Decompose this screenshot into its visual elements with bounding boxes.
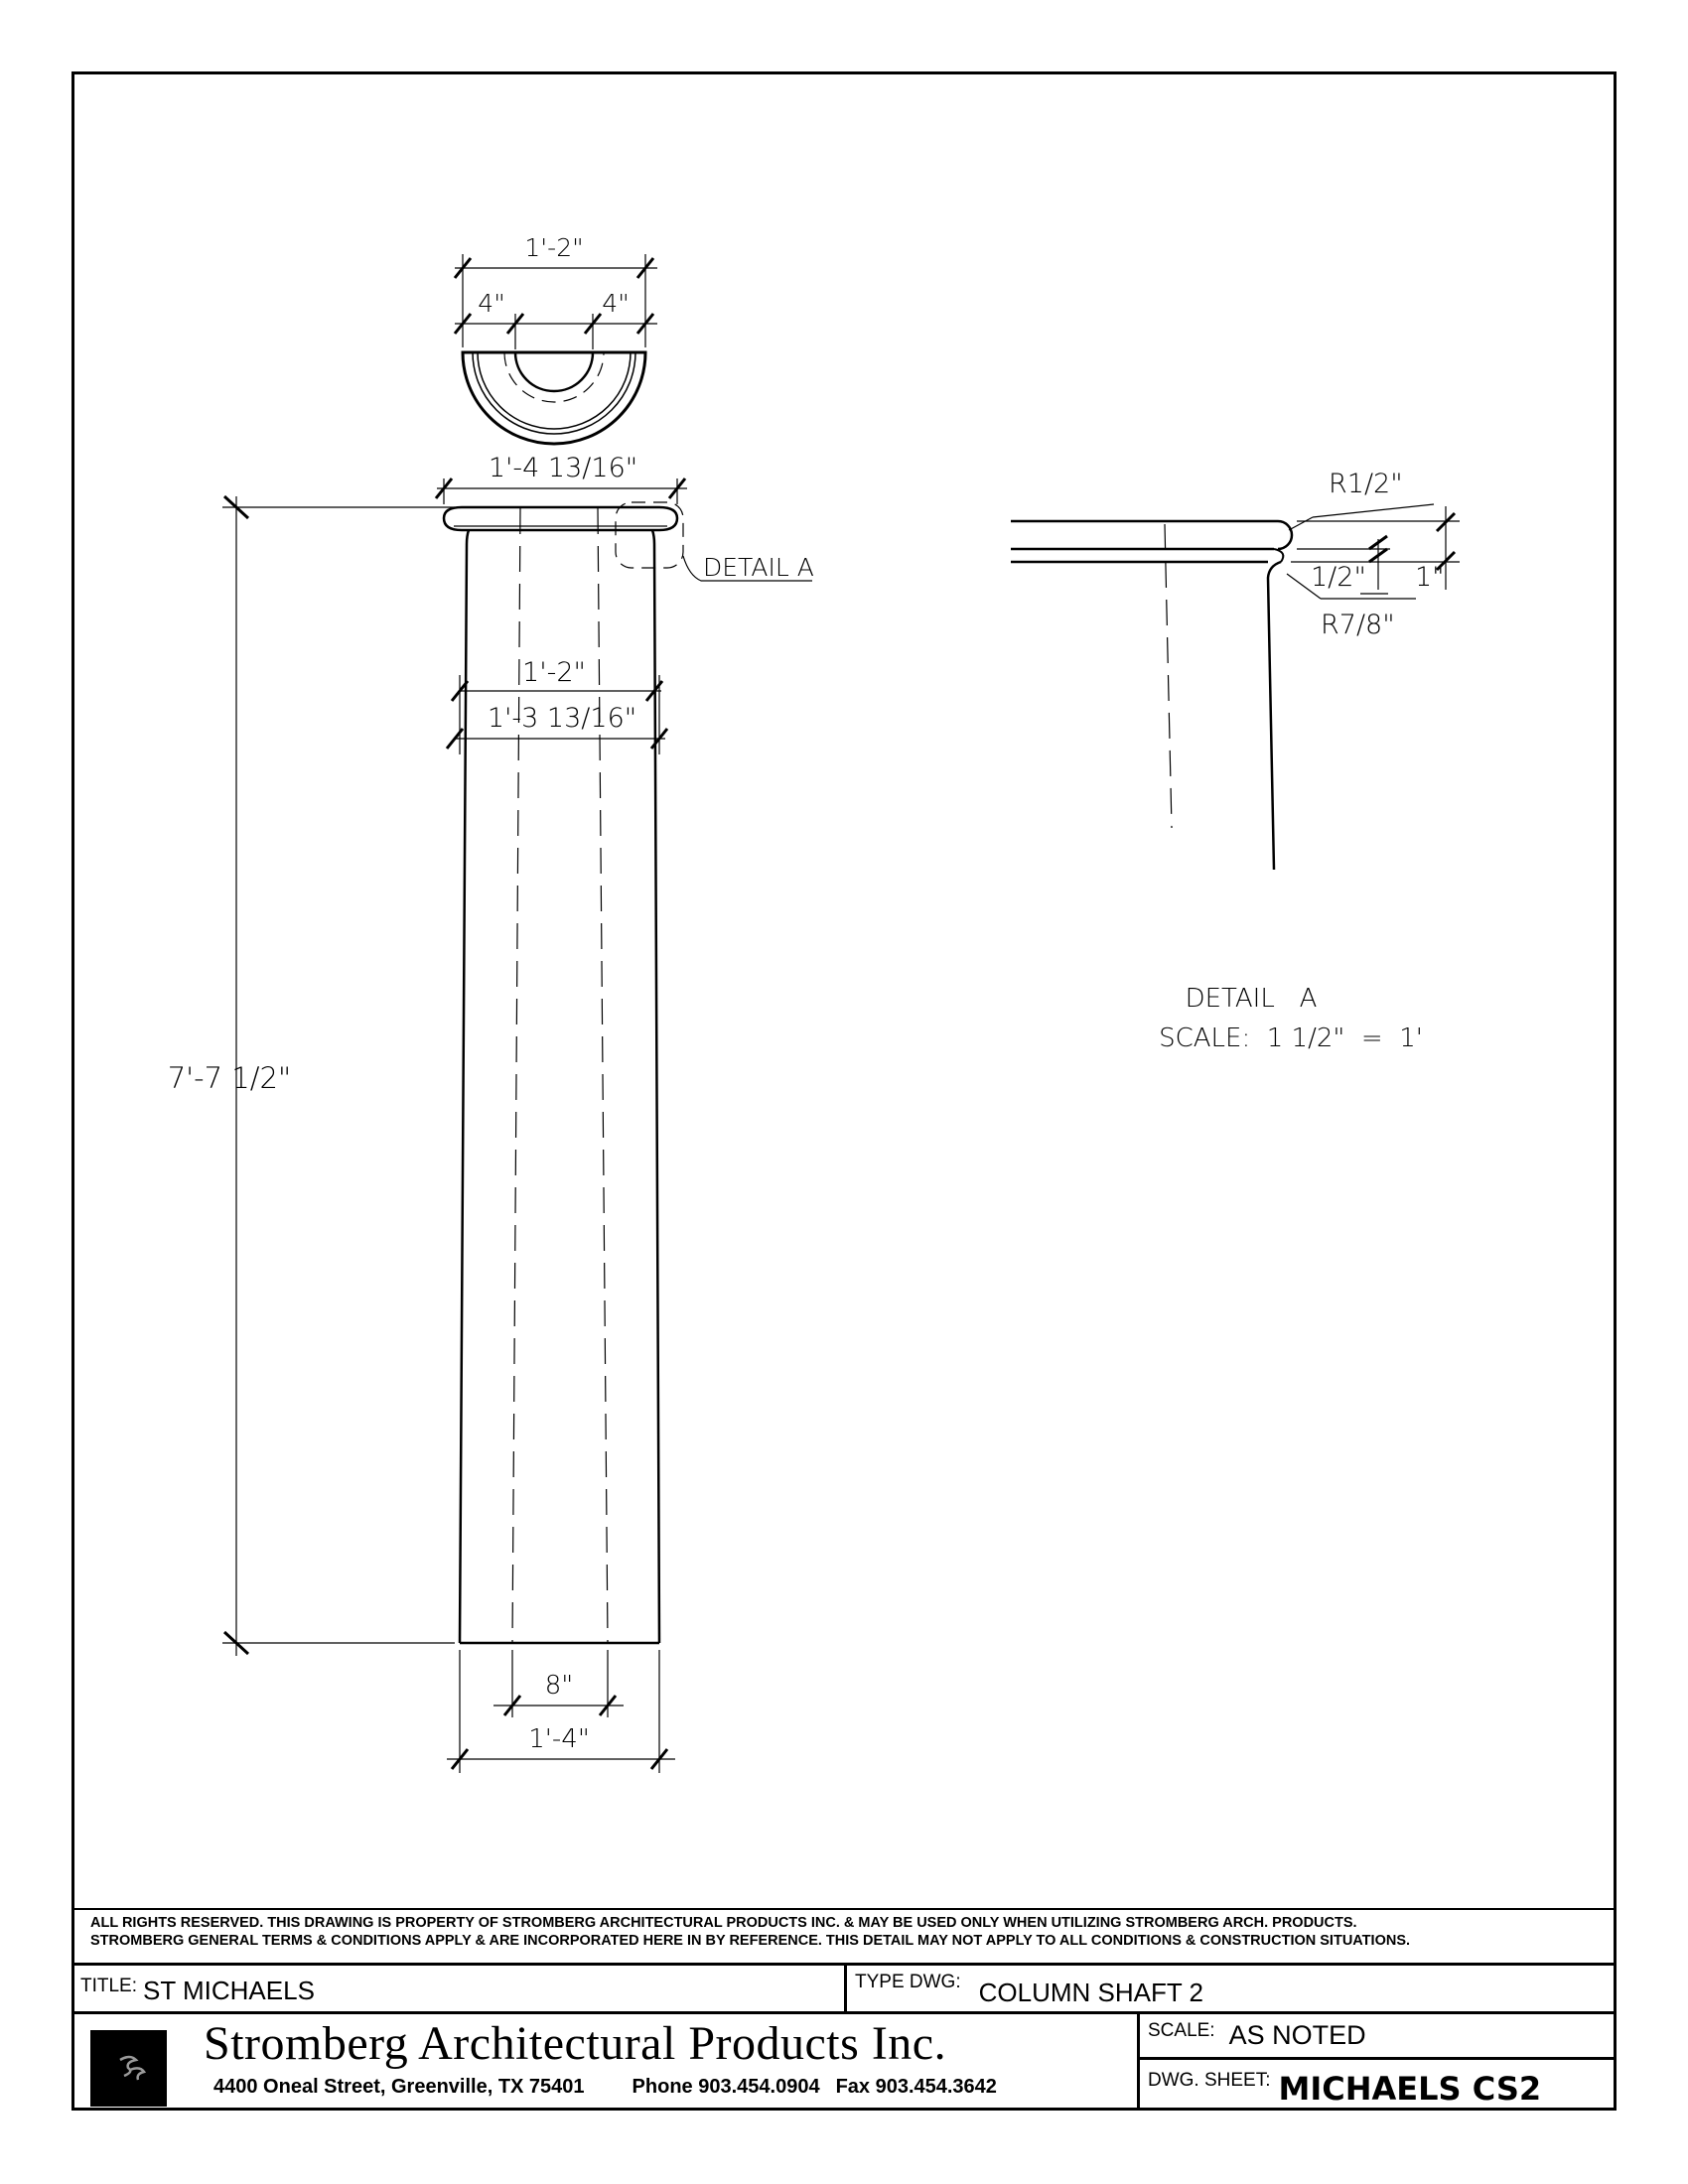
scale-label: SCALE:	[1148, 2020, 1215, 2041]
neck-inner-label: 1'-2"	[522, 657, 586, 688]
type-cell	[847, 1966, 1614, 2011]
base-inner-label: 8"	[544, 1671, 574, 1701]
company-row	[74, 2014, 1614, 2111]
detail-depth-label: 1"	[1415, 562, 1445, 593]
scale-sheet-cell	[1137, 2014, 1614, 2111]
sheet-cell	[1140, 2060, 1614, 2111]
plan-right-wall-label: 4"	[602, 289, 630, 318]
company-address: 4400 Oneal Street, Greenville, TX 75401	[213, 2076, 585, 2098]
detail-radius-fillet-label: R7/8"	[1321, 610, 1395, 640]
base-outer-label: 1'-4"	[528, 1724, 590, 1754]
title-value: ST MICHAELS	[143, 1976, 315, 2005]
scale-value: AS NOTED	[1228, 2020, 1366, 2050]
type-value: COLUMN SHAFT 2	[978, 1978, 1203, 2007]
column-height-label: 7'-7 1/2"	[167, 1061, 292, 1095]
plan-top-width-label: 1'-2"	[524, 233, 584, 262]
cap-width-label: 1'-4 13/16"	[488, 453, 638, 483]
legal-notes	[74, 1908, 1614, 1963]
elevation-dimensions	[222, 478, 812, 1773]
type-label: TYPE DWG:	[855, 1972, 961, 1992]
company-contact	[213, 2076, 1206, 2099]
neck-outer-label: 1'-3 13/16"	[487, 703, 637, 734]
sheet-label: DWG. SHEET:	[1148, 2070, 1271, 2091]
scale-cell	[1140, 2014, 1614, 2060]
detail-radius-top-label: R1/2"	[1329, 469, 1403, 499]
company-logo	[90, 2030, 167, 2107]
logo-mark-icon	[90, 2030, 167, 2107]
sheet-value: MICHAELS CS2	[1278, 2070, 1542, 2108]
title-label: TITLE:	[80, 1976, 138, 1996]
title-row	[74, 1963, 1614, 2014]
detail-thickness-label: 1/2"	[1311, 562, 1366, 593]
plan-left-wall-label: 4"	[478, 289, 505, 318]
legal-note-line-1: ALL RIGHTS RESERVED. THIS DRAWING IS PROPERTY OF STROMBERG ARCHITECTURAL PRODUCTS INC. & MAY BE USED ONLY WHEN UTILIZING STROMBERG ARCH. PRODUCTS.	[90, 1915, 1357, 1931]
detail-caption-scale: SCALE: 1 1/2" = 1'	[1159, 1024, 1423, 1053]
title-cell	[74, 1966, 847, 2011]
plan-view	[463, 352, 645, 444]
company-fax: Fax 903.454.3642	[835, 2076, 997, 2098]
detail-caption-title: DETAIL A	[1185, 984, 1318, 1014]
company-phone: Phone 903.454.0904	[632, 2076, 820, 2098]
company-name: Stromberg Architectural Products Inc.	[204, 2017, 947, 2070]
detail-a-callout: DETAIL A	[703, 553, 814, 582]
legal-note-line-2: STROMBERG GENERAL TERMS & CONDITIONS APPLY & ARE INCORPORATED HERE IN BY REFERENCE. THIS DETAIL MAY NOT APPLY TO ALL CONDITIONS & CONSTRUCTION SITUATIONS.	[90, 1933, 1411, 1949]
detail-a-profile	[1011, 521, 1292, 870]
